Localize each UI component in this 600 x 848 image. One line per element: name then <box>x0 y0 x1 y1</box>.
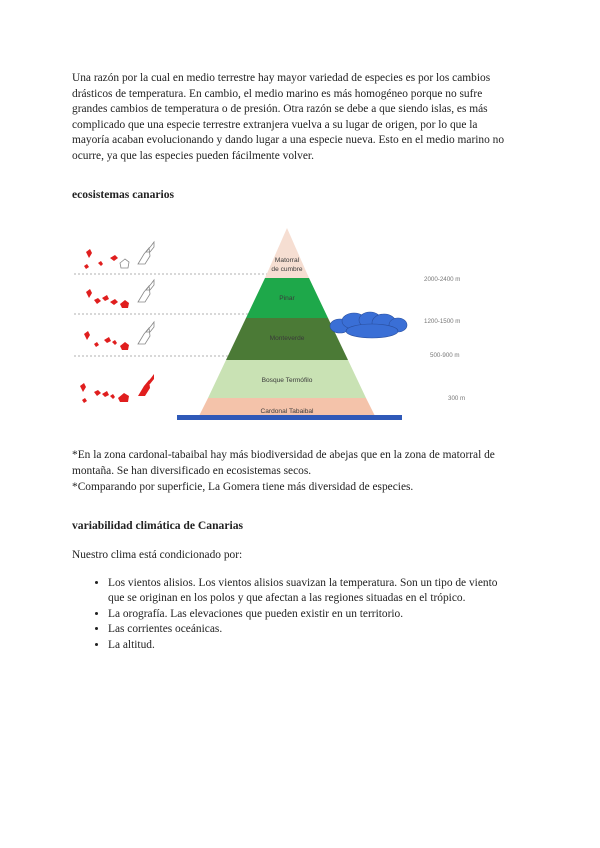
altitude-label: 500-900 m <box>430 352 460 359</box>
island-icon <box>86 249 92 258</box>
list-item-line: La orografía. Las elevaciones que pueden existir en un territorio. <box>108 607 404 620</box>
list-item-line: Los vientos alisios. Los vientos alisios suavizan la temperatura. Son un tipo de viento <box>108 577 498 589</box>
altitude-label: 1200-1500 m <box>424 318 461 325</box>
level-label-pinar: Pinar <box>279 295 295 302</box>
island-icon <box>120 300 129 308</box>
altitude-label: 2000-2400 m <box>424 276 461 283</box>
level-label-monteverde: Monteverde <box>269 335 305 342</box>
cloud-icon <box>330 312 407 338</box>
island-icon <box>110 394 115 399</box>
island-icon <box>82 398 87 403</box>
list-item-line: que se originan en los polos y que afectan a las regiones situadas en el trópico. <box>108 592 466 605</box>
island-icon <box>112 340 117 345</box>
island-icon <box>84 331 90 340</box>
level-label-matorral-line2: de cumbre <box>271 266 303 273</box>
island-map-row-2 <box>86 280 154 308</box>
island-icon <box>110 299 118 305</box>
level-label-bosque: Bosque Termófilo <box>261 377 313 384</box>
notes-block <box>72 447 542 495</box>
ecosystem-pyramid-figure <box>72 222 512 422</box>
list-item <box>108 638 548 653</box>
ecosystems-heading: ecosistemas canarios <box>72 188 175 201</box>
sea-strip <box>177 415 402 420</box>
pyramid-diagram <box>72 222 512 422</box>
list-item <box>108 622 548 637</box>
island-icon <box>102 391 109 397</box>
island-icon <box>98 261 103 266</box>
island-outline-icon <box>138 286 150 302</box>
island-outline-icon <box>146 242 154 252</box>
paragraph-line: mayoría acaban evolucionando y dando lugar a una especie nueva. Esto en el medio marino no <box>72 134 505 147</box>
level-label-cardonal: Cardonal Tabaibal <box>260 408 314 415</box>
list-item <box>108 576 548 607</box>
paragraph-line: grandes cambios de temperatura o de presión. Otra razón se debe a que siendo islas, es más <box>72 103 488 116</box>
island-outline-icon <box>138 328 150 344</box>
paragraph-line: complicado que una especie terrestre extranjera vuelva a su lugar de origen, por lo que la <box>72 118 478 131</box>
island-icon <box>80 383 86 392</box>
note-line: montaña. Se han diversificado en ecosistemas secos. <box>72 465 312 477</box>
island-map-row-1 <box>84 242 154 269</box>
island-icon <box>94 342 99 347</box>
list-item-line: Las corrientes oceánicas. <box>108 623 223 636</box>
island-icon <box>118 393 129 402</box>
list-item <box>108 607 548 622</box>
paragraph-line: drásticos de temperatura. En cambio, el medio marino es más homogéneo porque no sufre <box>72 87 483 100</box>
island-icon <box>102 295 109 301</box>
island-outline-icon <box>138 248 150 264</box>
note-line: *En la zona cardonal-tabaibal hay más biodiversidad de abejas que en la zona de matorral de <box>72 449 495 461</box>
island-outline-icon <box>146 322 154 332</box>
level-label-matorral-line1: Matorral <box>274 257 300 264</box>
climate-factors-list <box>90 576 548 653</box>
cloud-puff <box>346 324 398 338</box>
island-outline-icon <box>146 280 154 290</box>
island-outline-icon <box>120 259 129 268</box>
climate-intro: Nuestro clima está condicionado por: <box>72 549 243 561</box>
island-icon <box>104 337 111 343</box>
island-map-row-3 <box>84 322 154 350</box>
island-icon <box>94 298 101 304</box>
island-icon <box>120 342 129 350</box>
island-icon <box>86 289 92 298</box>
island-icon <box>110 255 118 261</box>
climate-heading: variabilidad climática de Canarias <box>72 519 244 532</box>
note-line: *Comparando por superficie, La Gomera tiene más diversidad de especies. <box>72 481 414 493</box>
list-item-line: La altitud. <box>108 638 155 651</box>
island-icon <box>94 390 101 396</box>
island-map-row-4 <box>80 374 154 403</box>
altitude-label: 300 m <box>448 395 466 402</box>
intro-paragraph <box>72 71 534 165</box>
paragraph-line: ocurre, ya que las especies pueden fácilmente volver. <box>72 149 314 162</box>
paragraph-line: Una razón por la cual en medio terrestre hay mayor variedad de especies es por los cambios <box>72 72 491 84</box>
island-icon <box>84 264 89 269</box>
